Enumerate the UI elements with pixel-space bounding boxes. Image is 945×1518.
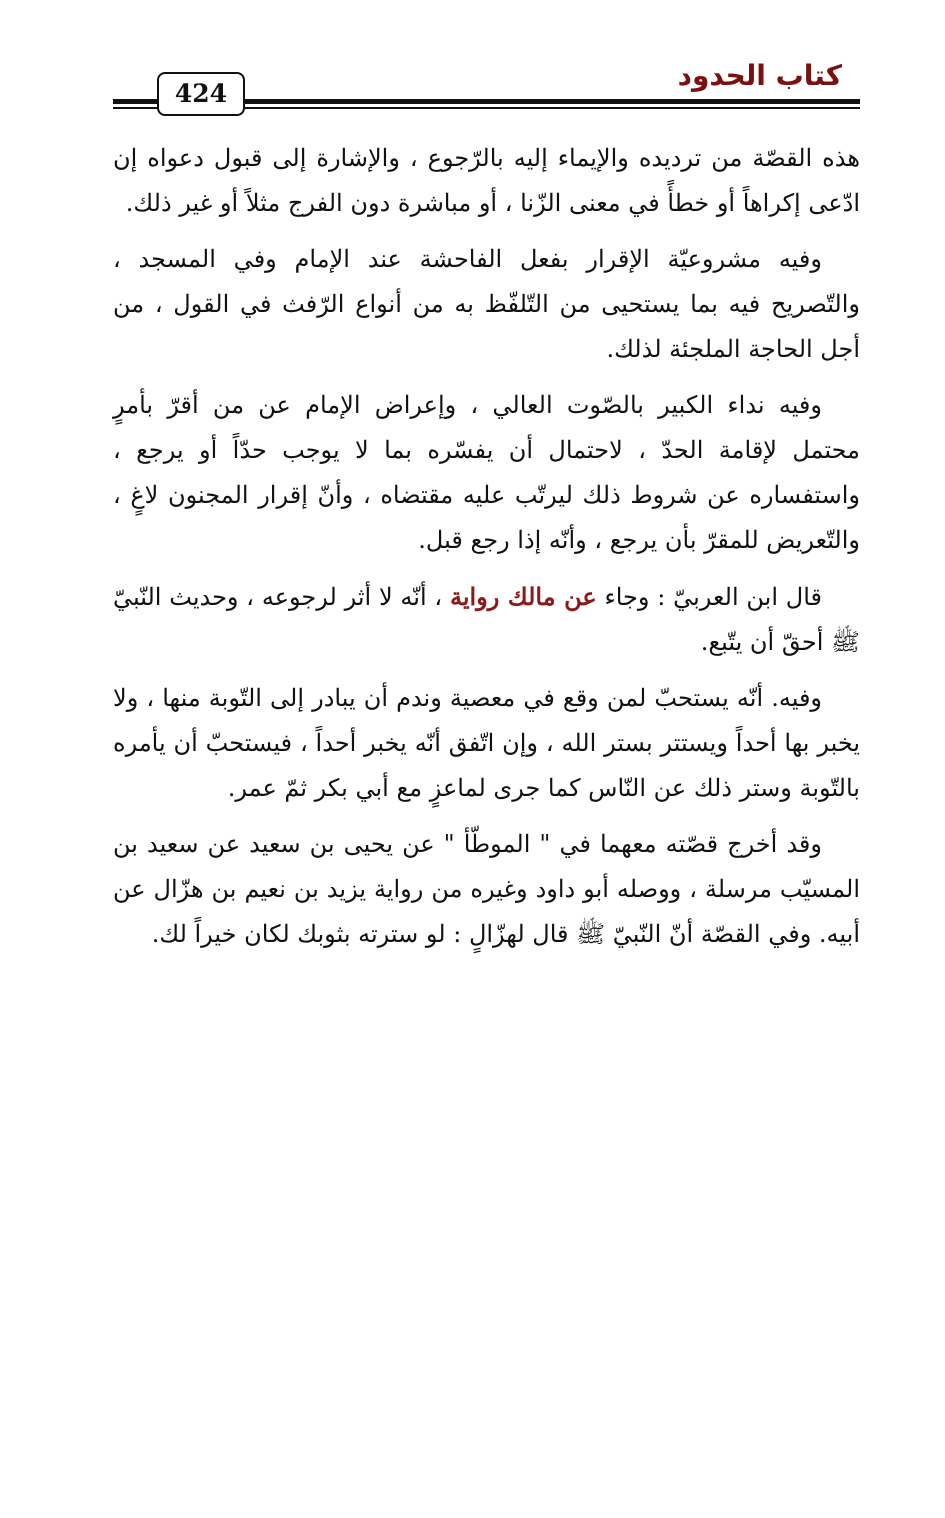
page-header <box>113 56 860 116</box>
paragraph-6: وقد أخرج قصّته معهما في " الموطّأ " عن يحيى بن سعيد عن سعيد بن المسيّب مرسلة ، ووصله أبو داود وغيره من رواية يزيد بن نعيم بن هزّال عن أبيه. وفي القصّة أنّ النّبيّ ﷺ قال لهزّالٍ : لو سترته بثوبك لكان خيراً لك. <box>113 830 860 948</box>
page-number: 424 <box>157 72 245 116</box>
paragraph-4-before: قال ابن العربيّ : وجاء <box>596 583 823 611</box>
page-body <box>113 136 860 968</box>
paragraph-2: وفيه مشروعيّة الإقرار بفعل الفاحشة عند الإمام وفي المسجد ، والتّصريح فيه بما يستحيى من التّلفّظ به من أنواع الرّفث في القول ، من أجل الحاجة الملجئة لذلك. <box>113 245 861 363</box>
paragraph-4-after: ، أنّه لا أثر لرجوعه ، وحديث النّبيّ ﷺ أحقّ أن يتّبع. <box>113 583 860 656</box>
paragraph-1: هذه القصّة من ترديده والإيماء إليه بالرّجوع ، والإشارة إلى قبول دعواه إن ادّعى إكراهاً أو خطأً في معنى الزّنا ، أو مباشرة دون الفرج مثلاً أو غير ذلك. <box>113 144 860 217</box>
paragraph-4 <box>113 574 860 665</box>
paragraph-5: وفيه. أنّه يستحبّ لمن وقع في معصية وندم أن يبادر إلى التّوبة منها ، ولا يخبر بها أحداً ويستتر بستر الله ، وإن اتّفق أنّه يخبر أحداً ، فيستحبّ أن يأمره بالتّوبة وستر ذلك عن النّاس كما جرى لماعزٍ مع أبي بكر ثمّ عمر. <box>113 684 860 802</box>
paragraph-3: وفيه نداء الكبير بالصّوت العالي ، وإعراض الإمام عن من أقرّ بأمرٍ محتمل لإقامة الحدّ ، لاحتمال أن يفسّره بما لا يوجب حدّاً أو يرجع ، واستفساره عن شروط ذلك ليرتّب عليه مقتضاه ، وأنّ إقرار المجنون لاغٍ ، والتّعريض للمقرّ بأن يرجع ، وأنّه إذا رجع قبل. <box>113 391 860 554</box>
highlighted-phrase: عن مالك رواية <box>449 582 597 611</box>
book-title: كتاب الحدود <box>677 59 842 92</box>
